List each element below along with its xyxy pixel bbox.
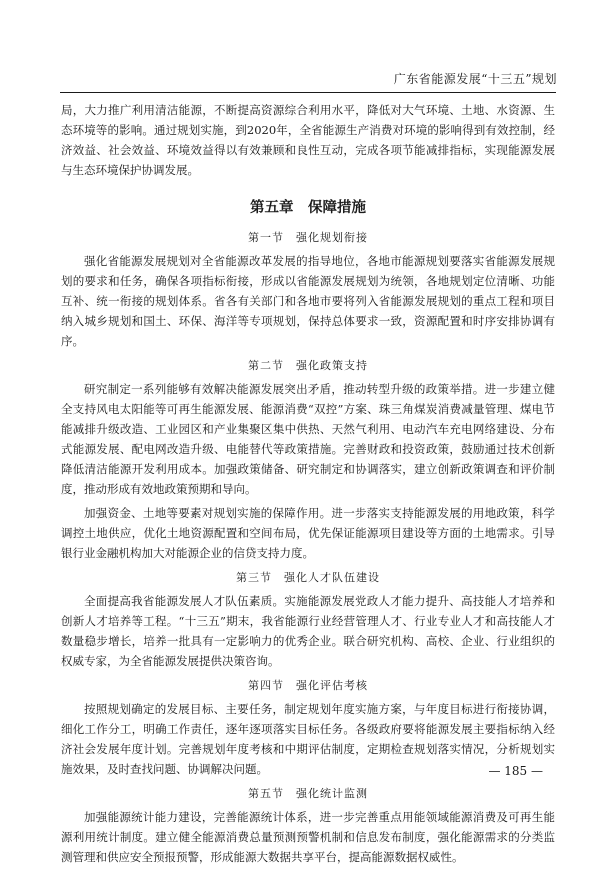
section-title-1: 第一节 强化规划衔接 bbox=[248, 231, 368, 244]
intro-paragraph: 局，大力推广利用清洁能源，不断提高资源综合利用水平，降低对大气环境、土地、水资源、生态环境等的影响。通过规划实施，到2020年，全省能源生产消费对环境的影响得到有效控制，经济效益、社会效益、环境效益得以有效兼顾和良性互动，完成各项节能减排指标，实现能源发展与生态环境保护协调发展。 bbox=[61, 103, 555, 177]
section-5-paragraph: 加强能源统计能力建设，完善能源统计体系，进一步完善重点用能领域能源消费及可再生能源利用统计制度。建立健全能源消费总量预测预警机制和信息发布制度，强化能源需求的分类监测管理和供应安全预报预警，形成能源大数据共享平台，提高能源数据权威性。 bbox=[61, 810, 555, 864]
section-2-paragraph-1: 研究制定一系列能够有效解决能源发展突出矛盾，推动转型升级的政策举措。进一步建立健全支持风电太阳能等可再生能源发展、能源消费“双控”方案、珠三角煤炭消费减量管理、煤电节能减排升级改造、工业园区和产业集聚区集中供热、天然气利用、电动汽车充电网络建设、分布式能源发展、配电网改造升级、电能替代等政策措施。完善财政和投资政策，鼓励通过技术创新降低清洁能源开发利用成本。加强政策储备、研究制定和协调落实，建立创新政策调查和评价制度，推动形成有效地政策预期和导向。 bbox=[61, 382, 555, 496]
section-1-paragraph: 强化省能源发展规划对全省能源改革发展的指导地位，各地市能源规划要落实省能源发展规划的要求和任务，确保各项指标衔接，形成以省能源发展规划为统领，各地规划定位清晰、功能互补、统一衔接的规划体系。省各有关部门和各地市要将列入省能源发展规划的重点工程和项目纳入城乡规划和国土、环保、海洋等专项规划，保持总体要求一致，资源配置和时序安排协调有序。 bbox=[61, 254, 555, 348]
running-head-title: 广东省能源发展“十三五”规划 bbox=[393, 72, 557, 86]
header-rule bbox=[60, 92, 556, 93]
section-title-2: 第二节 强化政策支持 bbox=[248, 359, 368, 372]
section-4-paragraph: 按照规划确定的发展目标、主要任务，制定规划年度实施方案，与年度目标进行衔接协调，细化工作分工，明确工作责任，逐年逐项落实目标任务。各级政府要将能源发展主要指标纳入经济社会发展年度计划。完善规划年度考核和中期评估制度，定期检查规划落实情况，分析规划实施效果，及时查找问题、协调解决问题。 bbox=[61, 702, 555, 776]
section-title-5: 第五节 强化统计监测 bbox=[248, 787, 368, 800]
section-title-4: 第四节 强化评估考核 bbox=[248, 679, 368, 692]
section-title-3: 第三节 强化人才队伍建设 bbox=[236, 571, 380, 584]
page-body bbox=[61, 100, 555, 871]
section-3-paragraph: 全面提高我省能源发展人才队伍素质。实施能源发展党政人才能力提升、高技能人才培养和创新人才培养等工程。“十三五”期末，我省能源行业经营管理人才、行业专业人才和高技能人才数量稳步增长，培养一批具有一定影响力的优秀企业。联合研究机构、高校、企业、行业组织的权威专家，为全省能源发展提供决策咨询。 bbox=[61, 594, 555, 668]
section-2-paragraph-2: 加强资金、土地等要素对规划实施的保障作用。进一步落实支持能源发展的用地政策，科学调控土地供应，优化土地资源配置和空间布局，优先保证能源项目建设等方面的土地需求。引导银行业金融机构加大对能源企业的信贷支持力度。 bbox=[61, 506, 555, 560]
page-number: — 185 — bbox=[488, 764, 543, 778]
chapter-title: 第五章 保障措施 bbox=[250, 200, 366, 216]
